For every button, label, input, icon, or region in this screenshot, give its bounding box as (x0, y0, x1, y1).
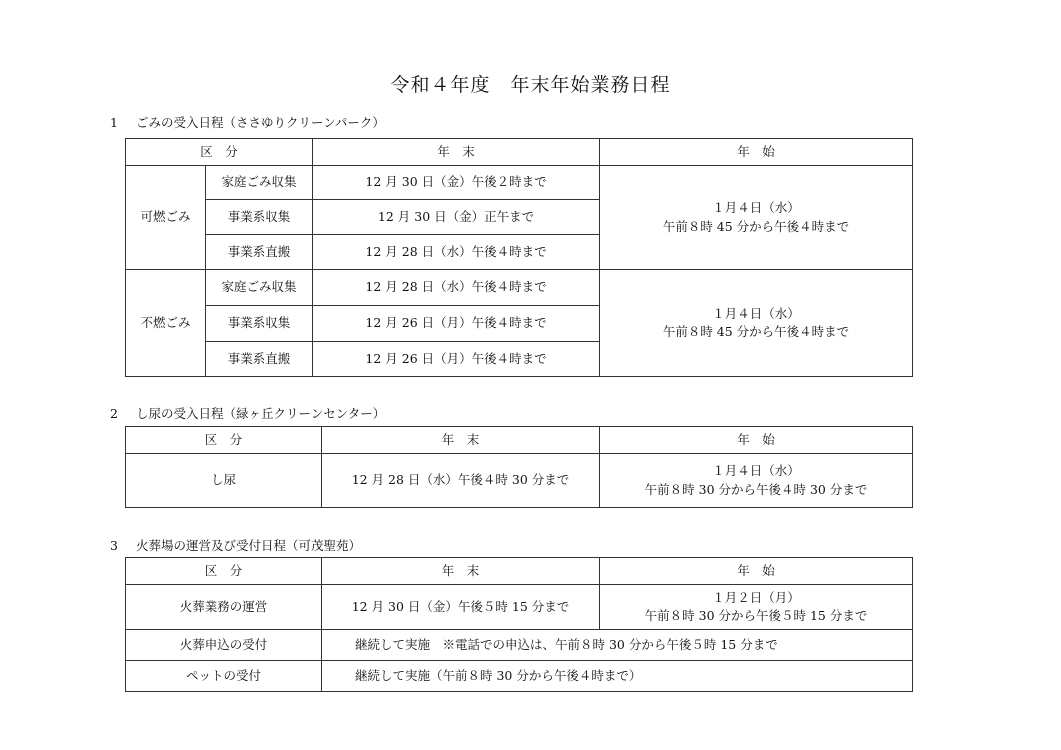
row-year-end: 12 月 28 日（水）午後４時 30 分まで (322, 454, 600, 508)
row-type: 事業系収集 (206, 306, 313, 342)
section2-heading-text: し尿の受入日程（緑ヶ丘クリーンセンター） (136, 406, 386, 421)
year-start-date: １月４日（水） (712, 200, 800, 216)
header-nenmatsu: 年 末 (313, 139, 600, 166)
group-nonburnable-year-start (600, 270, 913, 377)
section2-heading (110, 404, 385, 422)
row-type: 家庭ごみ収集 (206, 270, 313, 306)
row-category: 火葬業務の運営 (126, 585, 322, 630)
table-row (126, 270, 913, 306)
table-row (126, 630, 913, 661)
table-header-row (126, 427, 913, 454)
group-nonburnable-label: 不燃ごみ (126, 270, 206, 377)
year-start-date: １月４日（水） (712, 463, 800, 479)
row-type: 事業系収集 (206, 200, 313, 235)
year-start-hours: 午前８時 45 分から午後４時まで (662, 324, 850, 339)
year-start-hours: 午前８時 30 分から午後４時 30 分まで (644, 481, 868, 497)
year-start-hours: 午前８時 30 分から午後５時 15 分まで (644, 608, 868, 623)
row-category: 火葬申込の受付 (126, 630, 322, 661)
section3-number: 3 (110, 538, 118, 553)
header-kubun: 区 分 (126, 558, 322, 585)
group-burnable-year-start (600, 166, 913, 270)
section2-number: 2 (110, 406, 118, 421)
row-year-start (600, 454, 913, 508)
row-category: し尿 (126, 454, 322, 508)
row-type: 事業系直搬 (206, 235, 313, 270)
year-start-hours: 午前８時 45 分から午後４時まで (662, 218, 850, 234)
section1-heading (110, 113, 385, 131)
garbage-schedule-table (125, 138, 913, 377)
night-soil-schedule-table (125, 426, 913, 508)
row-category: ペットの受付 (126, 661, 322, 692)
section3-heading-text: 火葬場の運営及び受付日程（可茂聖苑） (136, 538, 362, 553)
header-nenmatsu: 年 末 (322, 427, 600, 454)
year-start-date: １月２日（月） (712, 589, 800, 605)
row-note: 継続して実施 ※電話での申込は、午前８時 30 分から午後５時 15 分まで (322, 630, 913, 661)
row-year-end: 12 月 28 日（水）午後４時まで (313, 270, 600, 306)
row-type: 事業系直搬 (206, 342, 313, 377)
row-year-end: 12 月 30 日（金）午後２時まで (313, 166, 600, 200)
table-row (126, 454, 913, 508)
crematorium-schedule-table (125, 557, 913, 692)
row-type: 家庭ごみ収集 (206, 166, 313, 200)
section1-number: 1 (110, 115, 118, 130)
table-row (126, 585, 913, 630)
row-year-end: 12 月 30 日（金）正午まで (313, 200, 600, 235)
header-kubun: 区 分 (126, 139, 313, 166)
header-nenshi: 年 始 (600, 427, 913, 454)
section3-heading (110, 536, 361, 554)
row-year-end: 12 月 26 日（月）午後４時まで (313, 306, 600, 342)
group-burnable-label: 可燃ごみ (126, 166, 206, 270)
section1-heading-text: ごみの受入日程（ささゆりクリーンパーク） (136, 115, 385, 130)
row-year-end: 12 月 28 日（水）午後４時まで (313, 235, 600, 270)
table-header-row (126, 139, 913, 166)
header-nenmatsu: 年 末 (322, 558, 600, 585)
row-year-start (600, 585, 913, 630)
table-row (126, 166, 913, 200)
header-nenshi: 年 始 (600, 558, 913, 585)
row-note: 継続して実施（午前８時 30 分から午後４時まで） (322, 661, 913, 692)
table-row (126, 661, 913, 692)
header-nenshi: 年 始 (600, 139, 913, 166)
row-year-end: 12 月 30 日（金）午後５時 15 分まで (322, 585, 600, 630)
header-kubun: 区 分 (126, 427, 322, 454)
year-start-date: １月４日（水） (712, 305, 800, 321)
row-year-end: 12 月 26 日（月）午後４時まで (313, 342, 600, 377)
table-header-row (126, 558, 913, 585)
page-title: 令和４年度 年末年始業務日程 (390, 74, 671, 96)
